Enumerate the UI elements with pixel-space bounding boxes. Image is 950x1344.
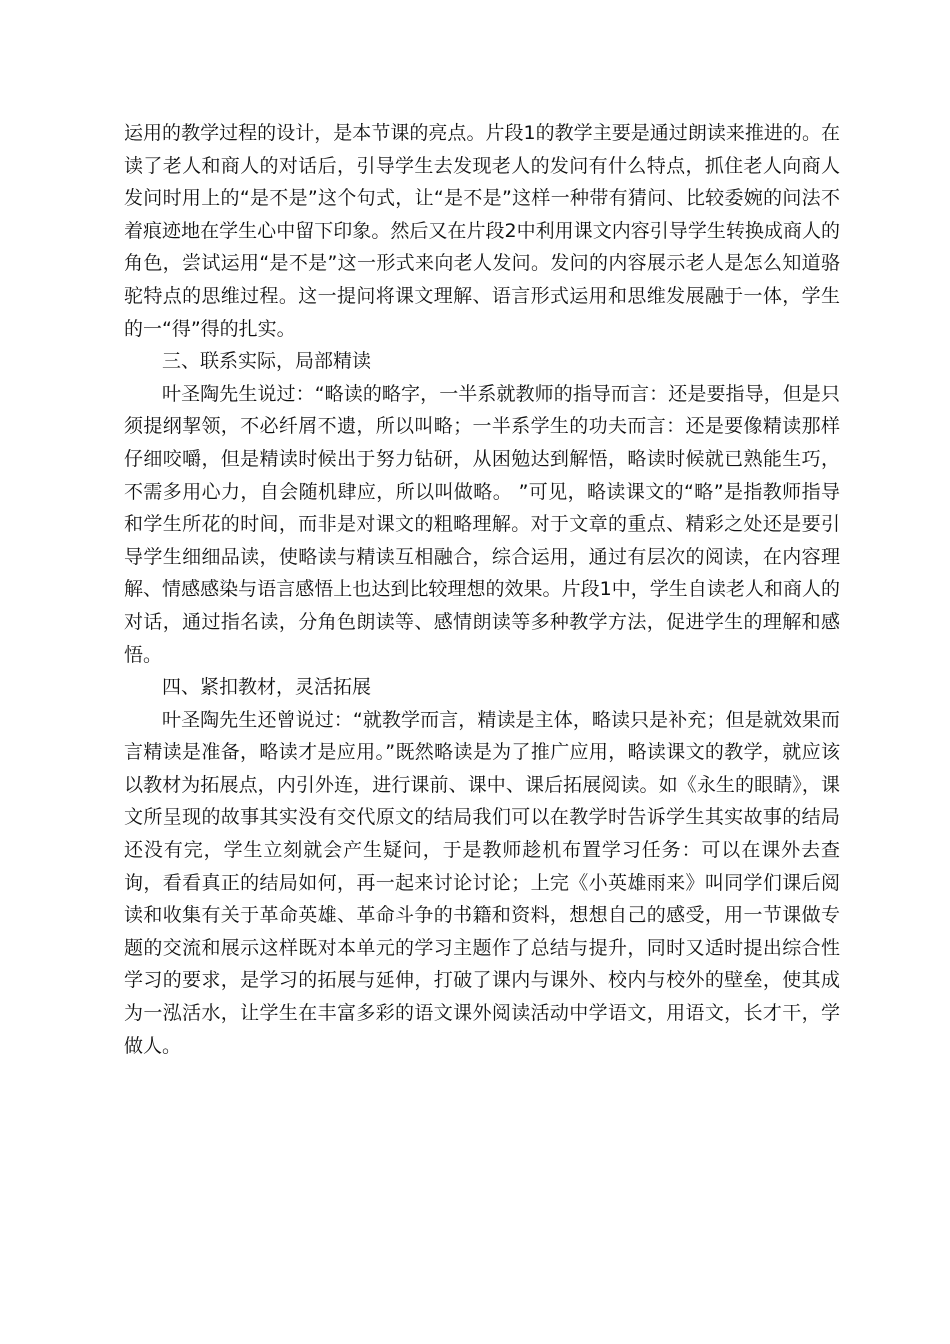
paragraph-continuation: 运用的教学过程的设计，是本节课的亮点。片段1的教学主要是通过朗读来推进的。在读了老人和商人的对话后，引导学生去发现老人的发问有什么特点，抓住老人向商人发问时用上的“是不是”这个句式，让“是不是”这样一种带有猜问、比较委婉的问法不着痕迹地在学生心中留下印象。然后又在片段2中利用课文内容引导学生转换成商人的角色，尝试运用“是不是”这一形式来向老人发问。发问的内容展示老人是怎么知道骆驼特点的思维过程。这一提问将课文理解、语言形式运用和思维发展融于一体，学生的一“得”得的扎实。 <box>124 122 840 340</box>
paragraph-section-4: 叶圣陶先生还曾说过：“就教学而言，精读是主体，略读只是补充；但是就效果而言精读是准备，略读才是应用。”既然略读是为了推广应用，略读课文的教学，就应该以教材为拓展点，内引外连，进行课前、课中、课后拓展阅读。如《永生的眼睛》，课文所呈现的故事其实没有交代原文的结局我们可以在教学时告诉学生其实故事的结局还没有完，学生立刻就会产生疑问，于是教师趁机布置学习任务：可以在课外去查询，看看真正的结局如何，再一起来讨论讨论；上完《小英雄雨来》叫同学们课后阅读和收集有关于革命英雄、革命斗争的书籍和资料，想想自己的感受，用一节课做专题的交流和展示这样既对本单元的学习主题作了总结与提升，同时又适时提出综合性学习的要求，是学习的拓展与延伸，打破了课内与课外、校内与校外的壁垒，使其成为一泓活水，让学生在丰富多彩的语文课外阅读活动中学语文，用语文，长才干，学做人。 <box>124 708 840 1057</box>
paragraph-section-3: 叶圣陶先生说过：“略读的略字，一半系就教师的指导而言：还是要指导，但是只须提纲挈领，不必纤屑不遗，所以叫略；一半系学生的功夫而言：还是要像精读那样仔细咬嚼，但是精读时候出于努力钻研，从困勉达到解悟，略读时候就已熟能生巧，不需多用心力，自会随机肆应，所以叫做略。 ”可见，略读课文的“略”是指教师指导和学生所花的时间，而非是对课文的粗略理解。对于文章的重点、精彩之处还是要引导学生细细品读，使略读与精读互相融合，综合运用，通过有层次的阅读，在内容理解、情感感染与语言感悟上也达到比较理想的效果。片段1中，学生自读老人和商人的对话，通过指名读，分角色朗读等、感情朗读等多种教学方法，促进学生的理解和感悟。 <box>124 382 840 666</box>
section-heading-4: 四、紧扣教材，灵活拓展 <box>162 676 372 699</box>
section-heading-3: 三、联系实际，局部精读 <box>162 350 372 373</box>
document-body <box>124 117 840 1062</box>
